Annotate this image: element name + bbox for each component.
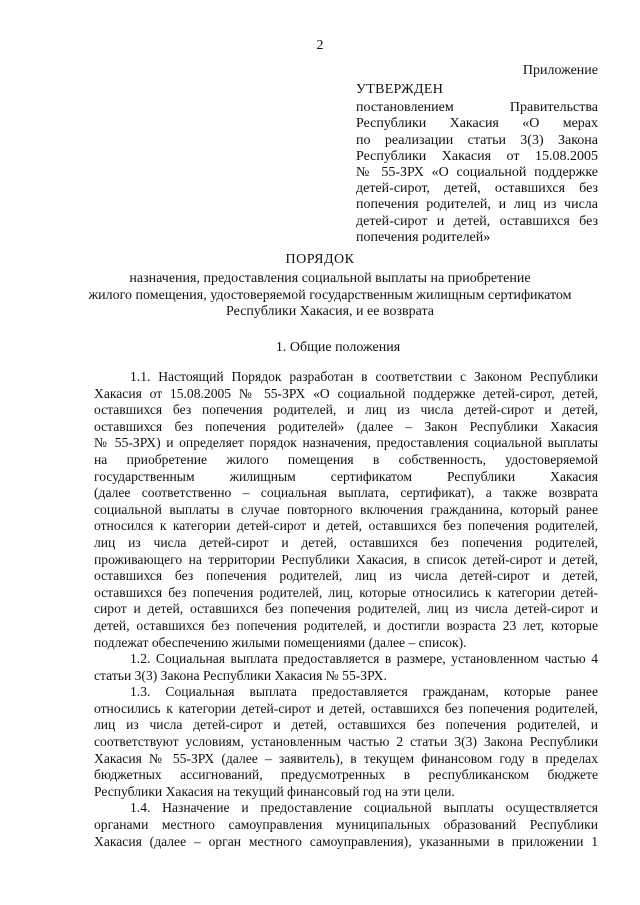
section-heading: 1. Общие положения: [275, 340, 401, 355]
approval-text: [356, 100, 598, 246]
body-line: органами местного самоуправления муниципальных образований Республики: [94, 817, 598, 833]
approval-line: попечения родителей»: [356, 229, 491, 245]
body-line: подлежат обеспечению жилыми помещениями (далее – список).: [94, 634, 467, 650]
approval-line: Республики Хакасия от 15.08.2005: [356, 148, 598, 164]
body-line: 1.4. Назначение и предоставление социальной выплаты осуществляется: [130, 800, 598, 816]
body-line: относились к категории детей-сирот и детей, оставшихся без попечения родителей,: [94, 700, 598, 716]
approval-line: Республики Хакасия «О мерах: [356, 116, 598, 132]
body-line: Хакасия от 15.08.2005 № 55-ЗРХ «О социальной поддержке детей-сирот, детей,: [94, 385, 598, 401]
body-line: государственным жилищным сертификатом Республики Хакасия: [94, 468, 598, 484]
body-line: социальной выплаты в случае повторного включения гражданина, который ранее: [94, 501, 598, 517]
body-line: бюджетных ассигнований, предусмотренных в республиканском бюджете: [94, 767, 598, 783]
body-line: 1.3. Социальная выплата предоставляется гражданам, которые ранее: [130, 684, 598, 700]
body-line: Республики Хакасия на текущий финансовый год на эти цели.: [94, 783, 455, 799]
body-line: лиц из числа детей-сирот и детей, оставшихся без попечения родителей,: [94, 534, 598, 550]
body-line: Хакасия (далее – орган местного самоуправления), указанными в приложении 1: [94, 833, 598, 849]
approval-line: попечения родителей, и лиц из числа: [356, 197, 598, 213]
body-line: Хакасия № 55-ЗРХ (далее – заявитель), в текущем финансовом году в пределах: [94, 750, 598, 766]
approval-block: [356, 82, 598, 246]
appendix-label: Приложение: [522, 63, 598, 78]
page-number: 2: [316, 38, 324, 53]
body-line: статьи 3(3) Закона Республики Хакасия № 55-ЗРХ.: [94, 667, 387, 683]
body-line: № 55-ЗРХ) и определяет порядок назначения, предоставления социальной выплаты: [94, 435, 598, 451]
subtitle-line: жилого помещения, удостоверяемой государственным жилищным сертификатом: [88, 287, 572, 303]
body-line: оставшихся без попечения родителей, и лиц из числа детей-сирот и детей,: [94, 402, 598, 418]
body-line: лиц из числа детей-сирот и детей, оставшихся без попечения родителей, и: [94, 717, 598, 733]
body-line: проживающего на территории Республики Хакасия, в список детей-сирот и детей,: [94, 551, 598, 567]
body-line: на приобретение жилого помещения в собственность, удостоверяемой: [94, 451, 598, 467]
document-subtitle: [80, 271, 580, 321]
body-line: оставшихся без попечения родителей, лиц из числа детей-сирот и детей,: [94, 568, 598, 584]
body-line: (далее соответственно – социальная выплата, сертификат), а также возврата: [94, 485, 598, 501]
body-line: 1.1. Настоящий Порядок разработан в соответствии с Законом Республики: [130, 369, 598, 384]
approval-line: по реализации статьи 3(3) Закона: [356, 132, 598, 148]
approval-line: № 55-ЗРХ «О социальной поддержке: [356, 165, 598, 181]
subtitle-line: назначения, предоставления социальной выплаты на приобретение: [129, 271, 531, 286]
body-line: соответствуют условиям, установленным частью 2 статьи 3(3) Закона Республики: [94, 734, 598, 750]
body-line: 1.2. Социальная выплата предоставляется в размере, установленном частью 4: [130, 651, 598, 667]
approval-line: детей-сирот, детей, оставшихся без: [356, 181, 598, 197]
body-line: относился к категории детей-сирот и детей, оставшихся без попечения родителей,: [94, 518, 598, 534]
body-line: оставшихся без попечения родителей» (далее – Закон Республики Хакасия: [94, 418, 598, 434]
body-line: детей, оставшихся без попечения родителей, и достигли возраста 23 лет, которые: [94, 617, 598, 633]
approval-heading: УТВЕРЖДЕН: [356, 82, 444, 97]
subtitle-line: Республики Хакасия, и ее возврата: [226, 304, 434, 319]
approval-line: детей-сирот и детей, оставшихся без: [356, 213, 598, 229]
body-line: сирот и детей, оставшихся без попечения родителей, лиц из числа детей-сирот и: [94, 601, 598, 617]
body-line: оставшихся без попечения родителей, лиц, которые относились к категории детей-: [94, 584, 598, 600]
approval-line: постановлением Правительства: [356, 100, 598, 116]
body-text: [94, 369, 598, 850]
document-title: ПОРЯДОК: [285, 252, 355, 267]
